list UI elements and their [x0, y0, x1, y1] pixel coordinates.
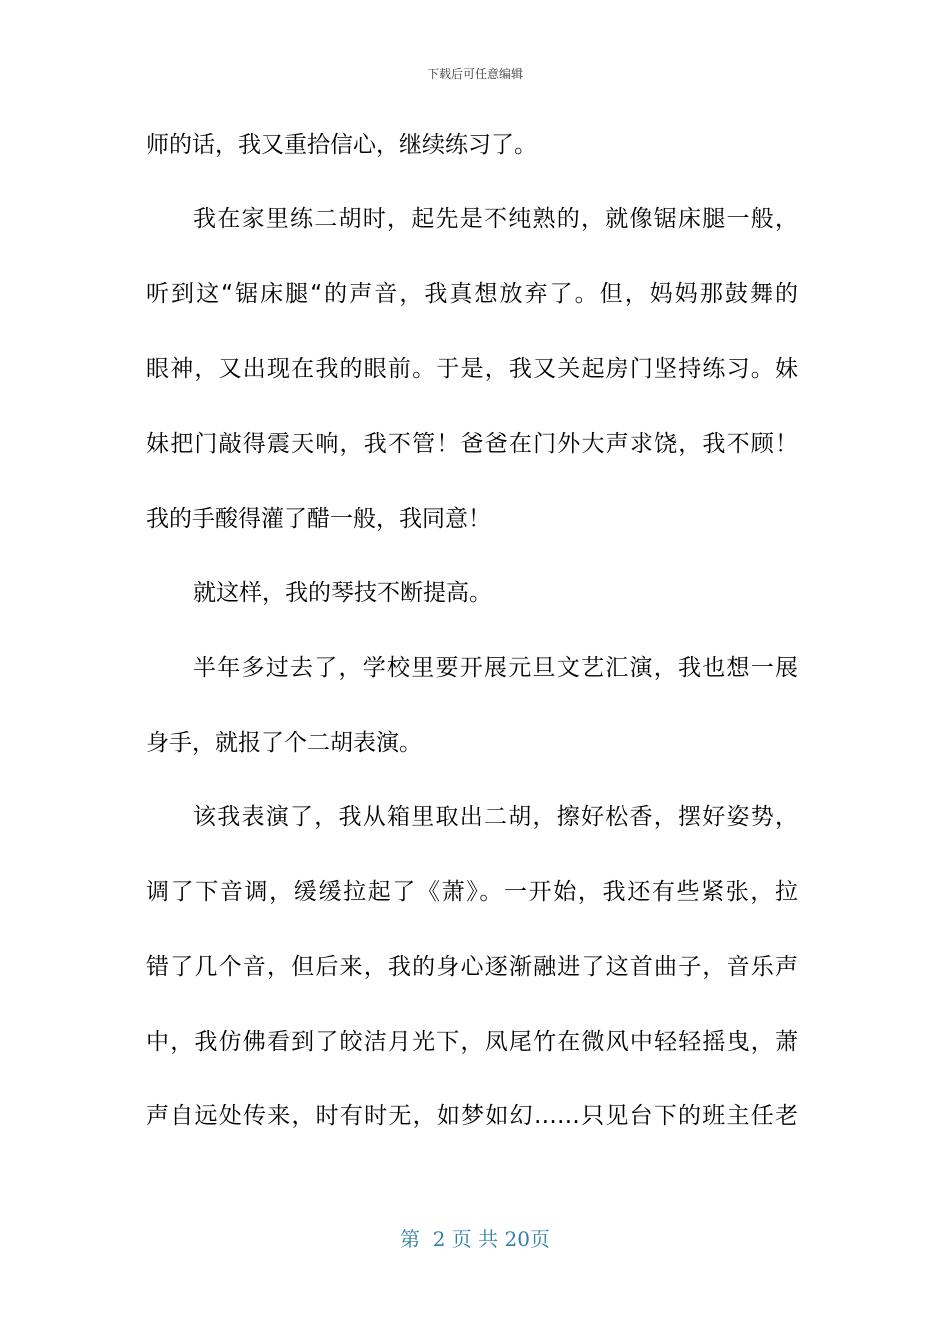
paragraph-first-line: 就这样，我的琴技不断提高。: [193, 580, 492, 606]
text-line: 我的手酸得灌了醋一般，我同意！: [146, 506, 491, 532]
text-line: 声自远处传来，时有时无，如梦如幻……只见台下的班主任老: [146, 1103, 798, 1129]
text-line: 调了下音调，缓缓拉起了《萧》。一开始，我还有些紧张，拉: [146, 879, 798, 905]
text-line: 妹把门敲得震天响，我不管！爸爸在门外大声求饶，我不顾！: [146, 431, 798, 457]
text-line: 听到这“锯床腿“的声音，我真想放弃了。但，妈妈那鼓舞的: [146, 281, 798, 307]
page-number-footer: 第 2 页 共 20页: [400, 1227, 550, 1251]
text-line: 中，我仿佛看到了皎洁月光下，凤尾竹在微风中轻轻摇曳，萧: [146, 1029, 798, 1055]
paragraph-first-line: 半年多过去了，学校里要开展元旦文艺汇演，我也想一展: [193, 655, 798, 681]
text-line: 错了几个音，但后来，我的身心逐渐融进了这首曲子，音乐声: [146, 954, 798, 980]
text-line: 师的话，我又重拾信心，继续练习了。: [146, 132, 537, 158]
paragraph-first-line: 我在家里练二胡时，起先是不纯熟的，就像锯床腿一般，: [193, 206, 798, 232]
paragraph-first-line: 该我表演了，我从箱里取出二胡，擦好松香，摆好姿势，: [193, 804, 798, 830]
text-line: 眼神，又出现在我的眼前。于是，我又关起房门坚持练习。妹: [146, 356, 798, 382]
text-line: 身手，就报了个二胡表演。: [146, 730, 422, 756]
page-header: 下载后可任意编辑: [426, 67, 523, 81]
